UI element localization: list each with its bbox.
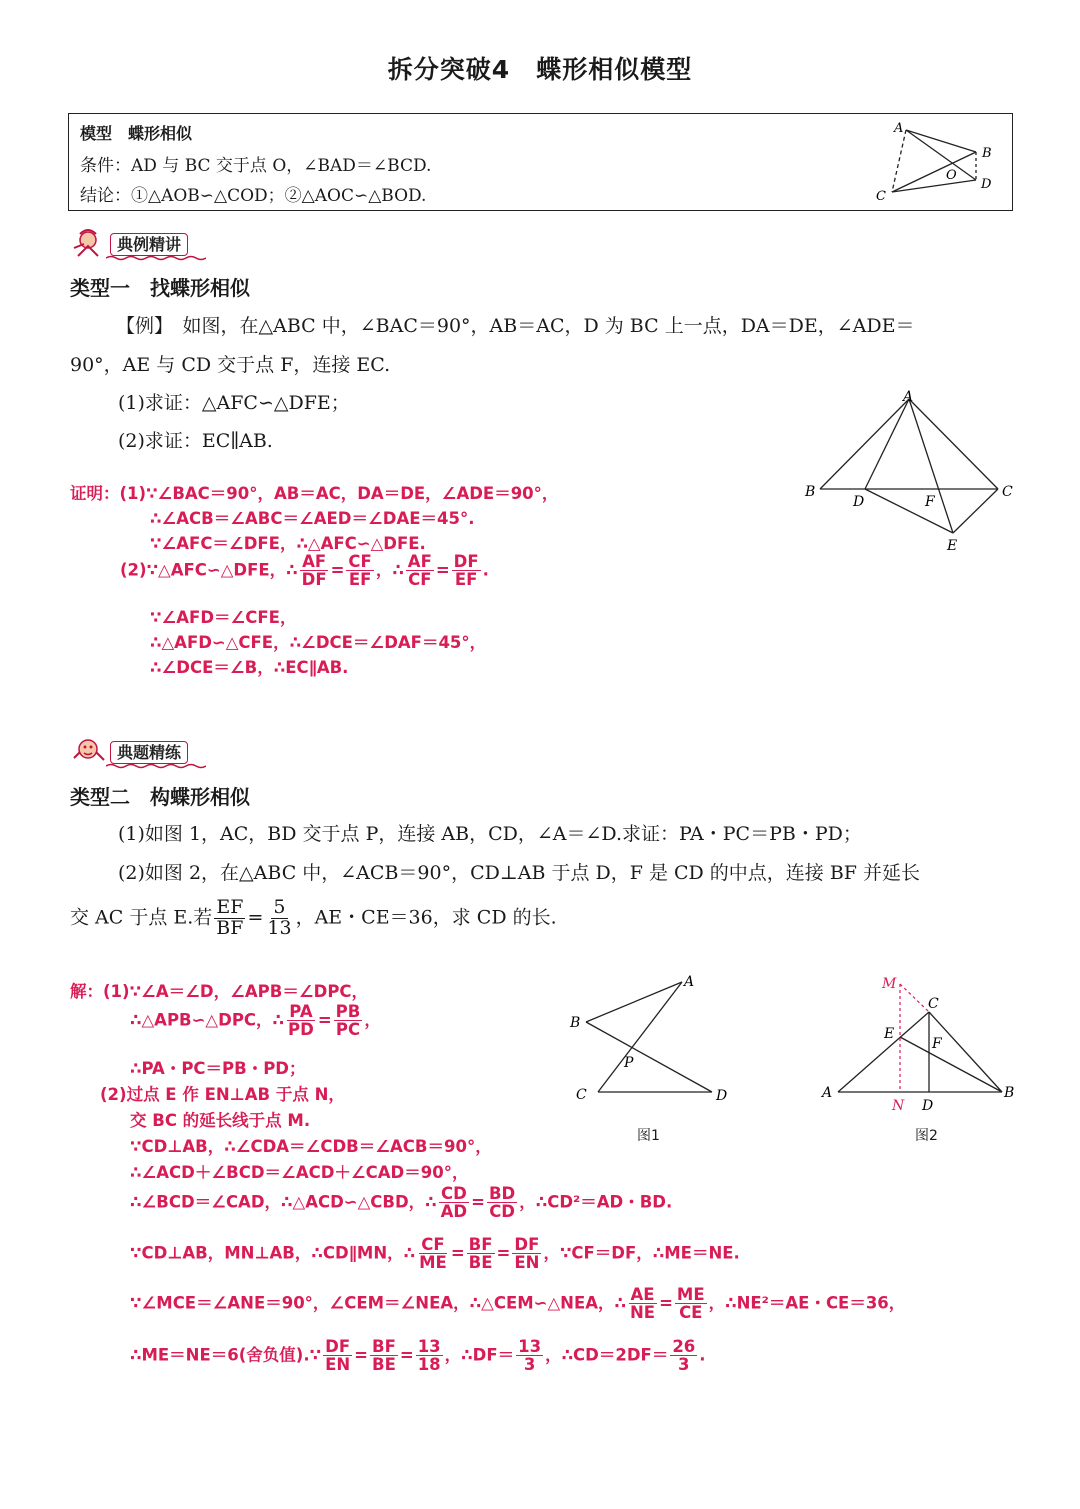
fraction: $\frac{BF}{BE}$: [372, 1337, 396, 1375]
ex-label-b: B: [805, 484, 816, 500]
proof-line-1: 证明：(1)∵∠BAC＝90°，AB＝AC，DA＝DE，∠ADE＝90°，: [70, 484, 559, 503]
fraction: $\frac{BF}{BE}$: [468, 1235, 493, 1273]
fraction: $\frac{13}{18}$: [417, 1337, 441, 1375]
section-type-two: 类型二 构蝶形相似: [70, 785, 250, 809]
figure-1: [560, 970, 750, 1110]
model-figure: [868, 118, 1008, 208]
fraction: $\frac{CF}{ME}$: [419, 1235, 447, 1273]
model-label-d: D: [981, 177, 992, 192]
fig2-label-a: A: [822, 1085, 833, 1101]
solution-line-8: ∴∠BCD＝∠CAD，∴△ACD∽△CBD，∴ $\frac{CD}{AD}$ = $\frac{BD}{CD}$ ，∴CD²＝AD・BD.: [130, 1184, 673, 1222]
fig1-label-d: D: [716, 1088, 728, 1104]
badge-example-label: 典例精讲: [110, 233, 188, 256]
fig2-label-e: E: [884, 1026, 895, 1042]
problem-part-2: (2)如图 2，在△ABC 中，∠ACB＝90°，CD⊥AB 于点 D，F 是 CD 的中点，连接 BF 并延长: [118, 862, 921, 884]
ex-label-c: C: [1002, 484, 1013, 500]
fraction: $\frac{5}{13}$: [267, 896, 292, 939]
example-line-2: 90°，AE 与 CD 交于点 F，连接 EC.: [70, 354, 391, 376]
badge-practice: [70, 737, 188, 765]
fraction: $\frac{DF}{EN}$: [325, 1337, 351, 1375]
solution-line-5: 交 BC 的延长线于点 M.: [130, 1111, 311, 1130]
fig2-label-d: D: [922, 1098, 934, 1114]
example-line-1: 【例】 如图，在△ABC 中，∠BAC＝90°，AB＝AC，D 为 BC 上一点，DA＝DE，∠ADE＝: [116, 315, 915, 337]
fig2-label-f: F: [932, 1036, 942, 1052]
page-title: 拆分突破4 蝶形相似模型: [387, 55, 693, 84]
proof-line-4: (2)∵△AFC∽△DFE，∴ $\frac{AF}{DF}$ = $\frac{CF}{EF}$ ，∴ $\frac{AF}{CF}$ = $\frac{DF}{EF}$ .: [120, 552, 489, 590]
model-label-c: C: [876, 189, 886, 204]
fraction: $\frac{EF}{BF}$: [216, 896, 244, 939]
fraction: $\frac{AE}{NE}$: [629, 1285, 656, 1323]
fig1-label-b: B: [570, 1015, 581, 1031]
model-conclusion: 结论：①△AOB∽△COD；②△AOC∽△BOD.: [80, 186, 427, 206]
ex-label-a: A: [903, 389, 914, 405]
fraction: $\frac{BD}{CD}$: [488, 1184, 516, 1222]
mascot-icon: [70, 736, 110, 766]
mascot-icon: [70, 228, 110, 258]
model-label-b: B: [982, 146, 992, 161]
model-heading: 模型 蝶形相似: [80, 124, 193, 143]
figure-2-caption: 图2: [915, 1128, 938, 1144]
solution-line-6: ∵CD⊥AB，∴∠CDA＝∠CDB＝∠ACB＝90°，: [130, 1137, 492, 1156]
badge-example: [70, 229, 188, 257]
model-label-o: O: [946, 168, 957, 183]
solution-line-2: ∴△APB∽△DPC，∴ $\frac{PA}{PD}$ = $\frac{PB}{PC}$ ，: [130, 1002, 381, 1040]
solution-line-1: 解：(1)∵∠A＝∠D，∠APB＝∠DPC，: [70, 982, 369, 1001]
fraction: $\frac{AF}{CF}$: [407, 552, 432, 590]
model-label-a: A: [894, 121, 904, 136]
fraction: $\frac{ME}{CE}$: [676, 1285, 705, 1323]
fraction: $\frac{PB}{PC}$: [335, 1002, 361, 1040]
proof-line-5: ∵∠AFD＝∠CFE，: [150, 608, 297, 627]
fig2-label-m: M: [882, 976, 897, 992]
fig1-label-c: C: [576, 1087, 587, 1103]
fig2-label-b: B: [1004, 1085, 1015, 1101]
proof-line-2: ∴∠ACB＝∠ABC＝∠AED＝∠DAE＝45°.: [150, 509, 475, 528]
ex-label-d: D: [853, 494, 865, 510]
fraction: $\frac{26}{3}$: [672, 1337, 696, 1375]
problem-part-1: (1)如图 1，AC，BD 交于点 P，连接 AB，CD，∠A＝∠D.求证：PA・PC＝PB・PD；: [118, 823, 862, 845]
fig2-label-c: C: [928, 996, 939, 1012]
ex-label-f: F: [925, 494, 935, 510]
solution-line-10: ∵∠MCE＝∠ANE＝90°，∠CEM＝∠NEA，∴△CEM∽△NEA，∴ $\frac{AE}{NE}$ = $\frac{ME}{CE}$ ，∴NE²＝AE・CE＝36，: [130, 1285, 906, 1323]
fraction: $\frac{DF}{EF}$: [453, 552, 479, 590]
solution-line-11: ∴ME＝NE＝6(舍负值).∵ $\frac{DF}{EN}$ = $\frac{BF}{BE}$ = $\frac{13}{18}$ ，∴DF＝ $\frac{13}{3}$ ，∴CD＝2DF＝ $\frac{26}{3}$ .: [130, 1337, 706, 1375]
fig2-label-n: N: [892, 1098, 905, 1114]
fraction: $\frac{PA}{PD}$: [288, 1002, 314, 1040]
problem-part-2-cont: 交 AC 于点 E.若 $\frac{EF}{BF}$ = $\frac{5}{13}$ ，AE・CE＝36，求 CD 的长.: [70, 896, 557, 939]
example-question-1: (1)求证：△AFC∽△DFE；: [118, 392, 350, 414]
model-condition: 条件：AD 与 BC 交于点 O，∠BAD＝∠BCD.: [80, 156, 432, 176]
solution-line-7: ∴∠ACD＋∠BCD＝∠ACD＋∠CAD＝90°，: [130, 1163, 469, 1182]
fraction: $\frac{CD}{AD}$: [440, 1184, 468, 1222]
proof-line-6: ∴△AFD∽△CFE，∴∠DCE＝∠DAF＝45°，: [150, 633, 487, 652]
proof-line-7: ∴∠DCE＝∠B，∴EC∥AB.: [150, 658, 349, 677]
proof-line-3: ∵∠AFC＝∠DFE，∴△AFC∽△DFE.: [150, 534, 426, 553]
solution-line-9: ∵CD⊥AB，MN⊥AB，∴CD∥MN，∴ $\frac{CF}{ME}$ = $\frac{BF}{BE}$ = $\frac{DF}{EN}$ ，∵CF＝DF，∴ME＝NE.: [130, 1235, 740, 1273]
example-figure: [795, 385, 1030, 560]
solution-line-4: (2)过点 E 作 EN⊥AB 于点 N，: [100, 1085, 345, 1104]
solution-line-3: ∴PA・PC＝PB・PD；: [130, 1059, 306, 1078]
example-question-2: (2)求证：EC∥AB.: [118, 430, 273, 452]
ex-label-e: E: [947, 538, 958, 554]
fraction: $\frac{CF}{EF}$: [348, 552, 372, 590]
figure-1-caption: 图1: [637, 1128, 660, 1144]
fraction: $\frac{DF}{EN}$: [514, 1235, 540, 1273]
fraction: $\frac{AF}{DF}$: [301, 552, 327, 590]
figure-2: [818, 970, 1023, 1115]
fig1-label-a: A: [684, 974, 695, 990]
section-type-one: 类型一 找蝶形相似: [70, 276, 250, 300]
fraction: $\frac{13}{3}$: [518, 1337, 542, 1375]
badge-practice-label: 典题精练: [110, 741, 188, 764]
fig1-label-p: P: [624, 1055, 634, 1071]
